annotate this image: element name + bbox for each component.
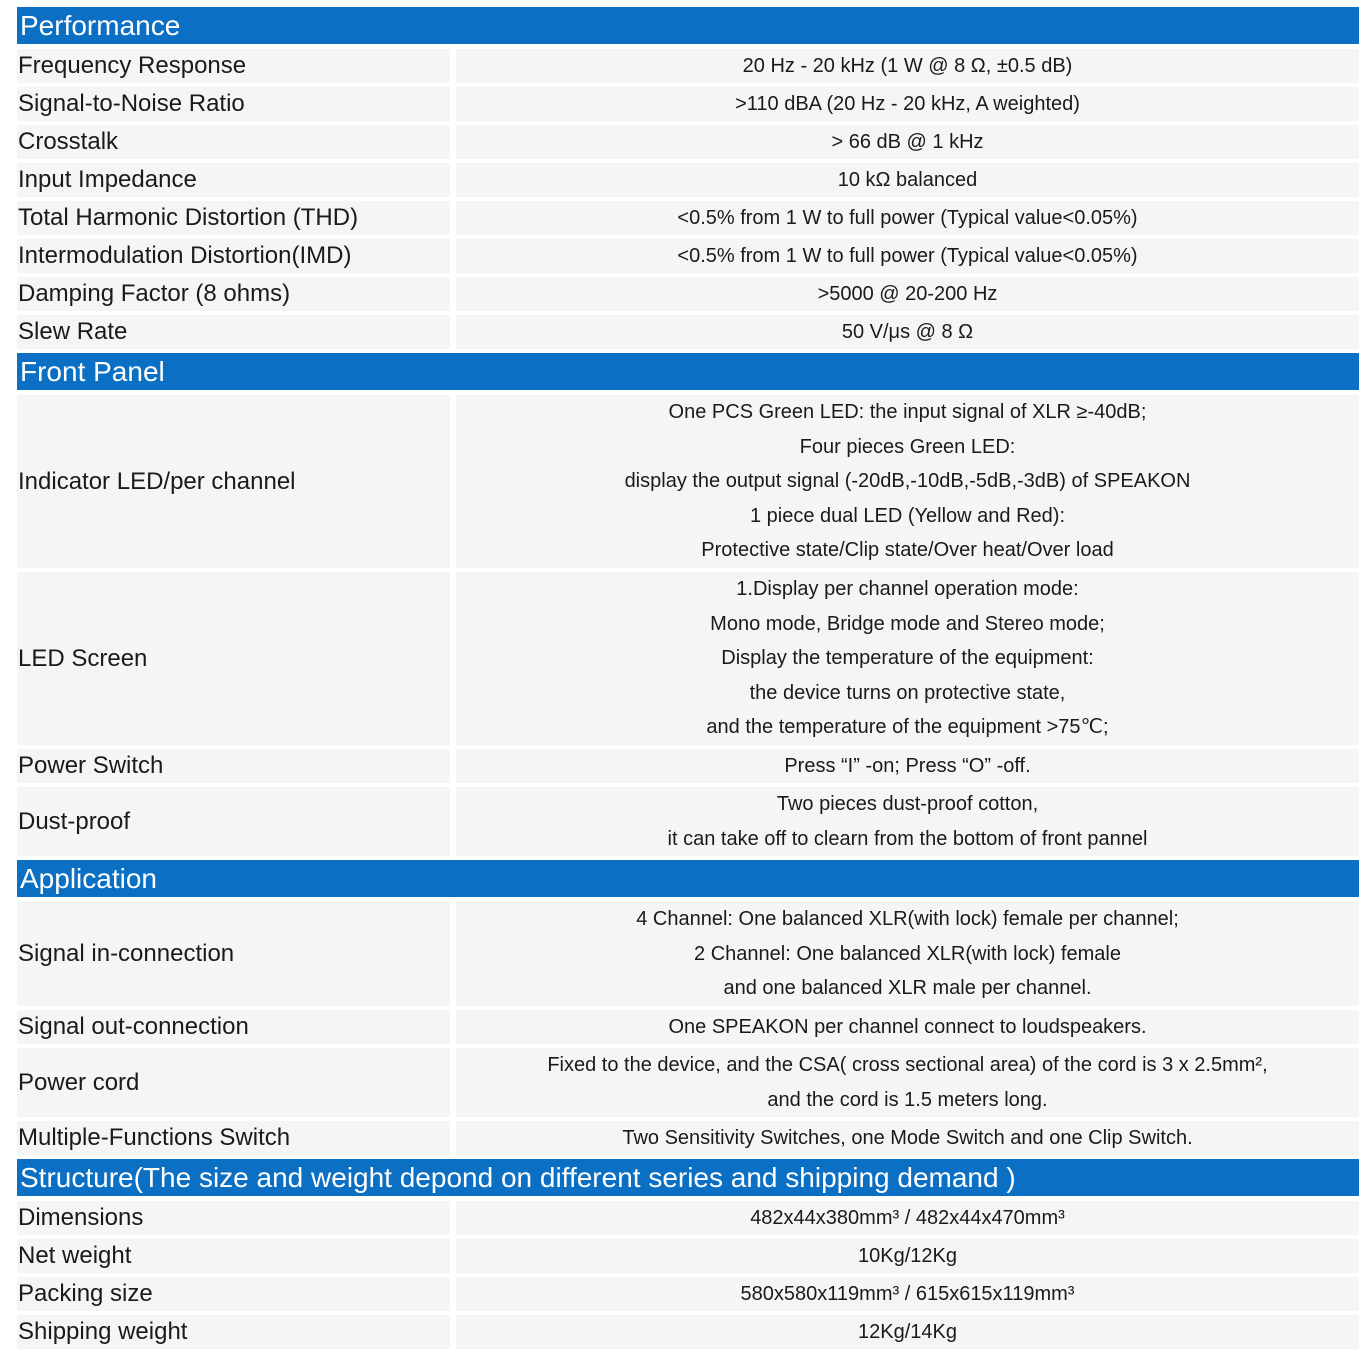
spec-value [456,163,1359,197]
spec-row-power-switch [17,749,1359,783]
spec-value-line: Press “I” -on; Press “O” -off. [784,754,1031,777]
spec-value-line: >5000 @ 20-200 Hz [817,282,998,305]
spec-row-indicator-led [17,395,1359,568]
spec-value-line: and the temperature of the equipment >75℃; [706,716,1109,739]
spec-value-line: 1.Display per channel operation mode: [736,578,1079,601]
spec-label: Input Impedance [17,163,450,197]
spec-value-line: the device turns on protective state, [749,681,1066,704]
spec-row-dimensions [17,1201,1359,1235]
spec-label: Dimensions [17,1201,450,1235]
spec-value [456,902,1359,1006]
spec-label: Packing size [17,1277,450,1311]
spec-row-crosstalk [17,125,1359,159]
spec-label: Signal-to-Noise Ratio [17,87,450,121]
spec-value [456,201,1359,235]
spec-label: Shipping weight [17,1315,450,1349]
spec-value [456,572,1359,745]
spec-row-slew-rate [17,315,1359,349]
spec-label: Crosstalk [17,125,450,159]
spec-value [456,395,1359,568]
spec-value [456,239,1359,273]
spec-value-line: 1 piece dual LED (Yellow and Red): [749,504,1065,527]
spec-row-multiple-functions-switch [17,1121,1359,1155]
spec-label: Damping Factor (8 ohms) [17,277,450,311]
spec-label: Signal in-connection [17,902,450,1006]
spec-value [456,315,1359,349]
spec-value [456,1121,1359,1155]
spec-value [456,49,1359,83]
spec-value-line: One SPEAKON per channel connect to loudspeakers. [668,1015,1147,1038]
spec-row-shipping-weight [17,1315,1359,1349]
spec-value [456,749,1359,783]
spec-value [456,787,1359,856]
spec-value-line: >110 dBA (20 Hz - 20 kHz, A weighted) [735,92,1080,115]
spec-value-line: and one balanced XLR male per channel. [723,977,1092,1000]
spec-value-line: Four pieces Green LED: [799,435,1016,458]
spec-label: Multiple-Functions Switch [17,1121,450,1155]
section-header-front-panel: Front Panel [17,353,1359,390]
spec-value-line: 50 V/μs @ 8 Ω [841,320,974,343]
spec-value-line: 4 Channel: One balanced XLR(with lock) female per channel; [636,908,1179,931]
spec-value-line: <0.5% from 1 W to full power (Typical value<0.05%) [677,244,1138,267]
spec-row-led-screen [17,572,1359,745]
spec-value [456,1048,1359,1117]
section-header-performance: Performance [17,7,1359,44]
spec-row-net-weight [17,1239,1359,1273]
spec-value-line: > 66 dB @ 1 kHz [831,130,984,153]
spec-label: Slew Rate [17,315,450,349]
spec-value [456,1239,1359,1273]
spec-sheet [17,7,1359,1349]
spec-value-line: Mono mode, Bridge mode and Stereo mode; [710,612,1105,635]
spec-value-line: Display the temperature of the equipment: [721,647,1094,670]
spec-label: Net weight [17,1239,450,1273]
spec-row-damping-factor [17,277,1359,311]
spec-value [456,125,1359,159]
spec-label: Frequency Response [17,49,450,83]
spec-value-line: <0.5% from 1 W to full power (Typical value<0.05%) [677,206,1138,229]
spec-label: Power cord [17,1048,450,1117]
spec-label: Signal out-connection [17,1010,450,1044]
spec-label: Indicator LED/per channel [17,395,450,568]
spec-value [456,1315,1359,1349]
spec-row-power-cord [17,1048,1359,1117]
spec-label: Power Switch [17,749,450,783]
spec-label: Intermodulation Distortion(IMD) [17,239,450,273]
spec-value-line: 580x580x119mm³ / 615x615x119mm³ [740,1282,1075,1305]
spec-row-signal-in-connection [17,902,1359,1006]
spec-value-line: 2 Channel: One balanced XLR(with lock) female [694,942,1121,965]
spec-value-line: One PCS Green LED: the input signal of XLR ≥-40dB; [668,401,1147,424]
spec-row-signal-to-noise [17,87,1359,121]
spec-value [456,1010,1359,1044]
spec-value-line: Two Sensitivity Switches, one Mode Switch and one Clip Switch. [622,1126,1193,1149]
spec-value-line: it can take off to clearn from the bottom of front pannel [667,827,1148,850]
spec-value-line: 10Kg/12Kg [858,1244,957,1267]
spec-value-line: 482x44x380mm³ / 482x44x470mm³ [750,1206,1065,1229]
spec-label: Dust-proof [17,787,450,856]
spec-row-dust-proof [17,787,1359,856]
spec-value [456,277,1359,311]
spec-value [456,87,1359,121]
spec-value-line: Two pieces dust-proof cotton, [776,793,1039,815]
spec-value-line: Protective state/Clip state/Over heat/Over load [701,539,1114,562]
spec-label: LED Screen [17,572,450,745]
spec-row-signal-out-connection [17,1010,1359,1044]
section-header-structure: Structure(The size and weight depond on different series and shipping demand ) [17,1159,1359,1196]
spec-value [456,1201,1359,1235]
spec-value-line: 12Kg/14Kg [858,1320,957,1343]
spec-value-line: 10 kΩ balanced [837,168,978,191]
spec-value-line: 20 Hz - 20 kHz (1 W @ 8 Ω, ±0.5 dB) [742,54,1073,77]
spec-value-line: display the output signal (-20dB,-10dB,-5dB,-3dB) of SPEAKON [624,470,1191,493]
section-header-application: Application [17,860,1359,897]
spec-row-imd [17,239,1359,273]
spec-label: Total Harmonic Distortion (THD) [17,201,450,235]
spec-row-frequency-response [17,49,1359,83]
spec-value [456,1277,1359,1311]
spec-value-line: Fixed to the device, and the CSA( cross sectional area) of the cord is 3 x 2.5mm², [547,1054,1268,1076]
spec-row-thd [17,201,1359,235]
spec-row-packing-size [17,1277,1359,1311]
spec-value-line: and the cord is 1.5 meters long. [767,1088,1048,1111]
spec-row-input-impedance [17,163,1359,197]
